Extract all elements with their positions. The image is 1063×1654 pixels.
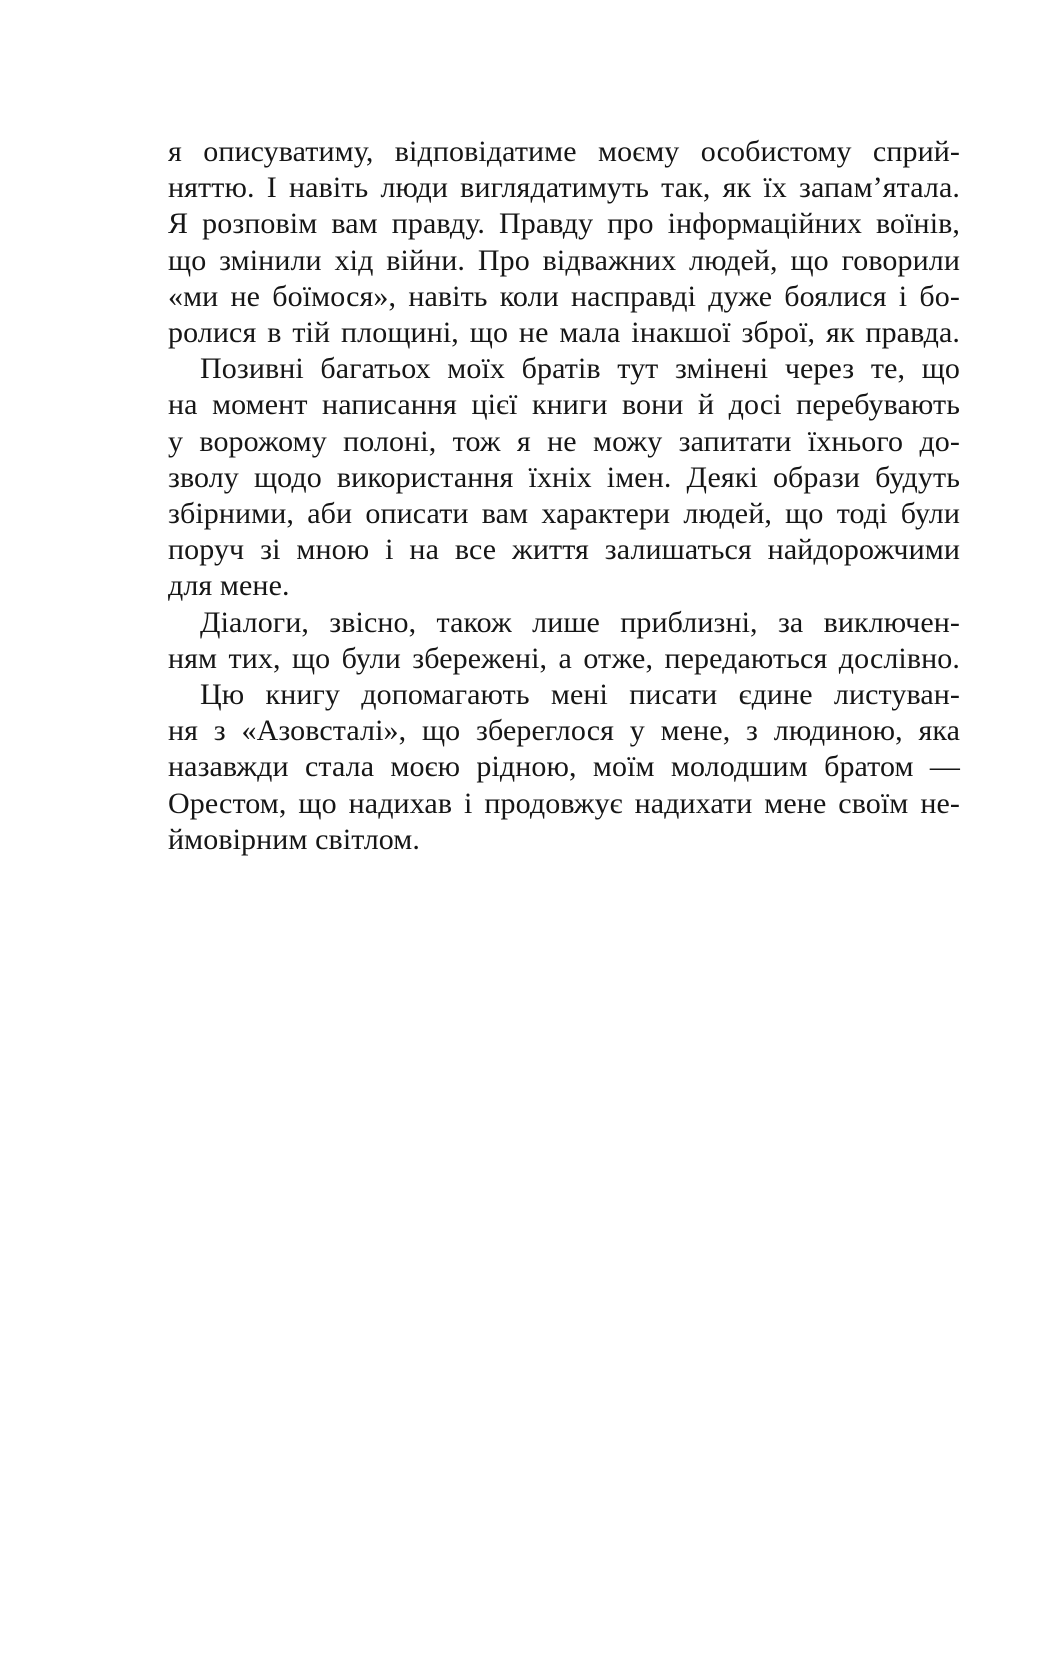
text-line: на момент написання цієї книги вони й досі перебувають: [168, 388, 960, 422]
text-line: назавжди стала моєю рідною, моїм молодшим братом —: [168, 750, 960, 784]
text-line: няттю. І навіть люди виглядатимуть так, як їх запам’ятала.: [168, 171, 960, 205]
text-line: ня з «Азовсталі», що збереглося у мене, з людиною, яка: [168, 714, 960, 748]
text-line: ролися в тій площині, що не мала інакшої зброї, як правда.: [168, 316, 960, 350]
page-text-block: [168, 134, 960, 858]
text-line: Цю книгу допомагають мені писати єдине листуван-: [200, 678, 960, 712]
text-line: Діалоги, звісно, також лише приблизні, за виключен-: [200, 605, 960, 639]
paragraph: [168, 351, 960, 604]
text-line: поруч зі мною і на все життя залишаться найдорожчими: [168, 533, 960, 567]
text-line: Я розповім вам правду. Правду про інформаційних воїнів,: [168, 207, 960, 241]
text-line: ням тих, що були збережені, а отже, передаються дослівно.: [168, 641, 960, 675]
paragraph: [168, 134, 960, 351]
text-line: Орестом, що надихав і продовжує надихати мене своїм не-: [168, 786, 960, 820]
text-line: збірними, аби описати вам характери людей, що тоді були: [168, 497, 960, 531]
text-line: що змінили хід війни. Про відважних людей, що говорили: [168, 243, 960, 277]
text-line: ймовірним світлом.: [168, 822, 420, 856]
text-line: у ворожому полоні, тож я не можу запитати їхнього до-: [168, 424, 960, 458]
text-line: зволу щодо використання їхніх імен. Деякі образи будуть: [168, 460, 960, 494]
text-line: Позивні багатьох моїх братів тут змінені через те, що: [200, 352, 960, 386]
text-line: я описуватиму, відповідатиме моєму особистому сприй-: [168, 135, 960, 168]
text-line: «ми не боїмося», навіть коли насправді дуже боялися і бо-: [168, 279, 960, 313]
paragraph: [168, 605, 960, 677]
text-line: для мене.: [168, 569, 290, 603]
paragraph: [168, 677, 960, 858]
